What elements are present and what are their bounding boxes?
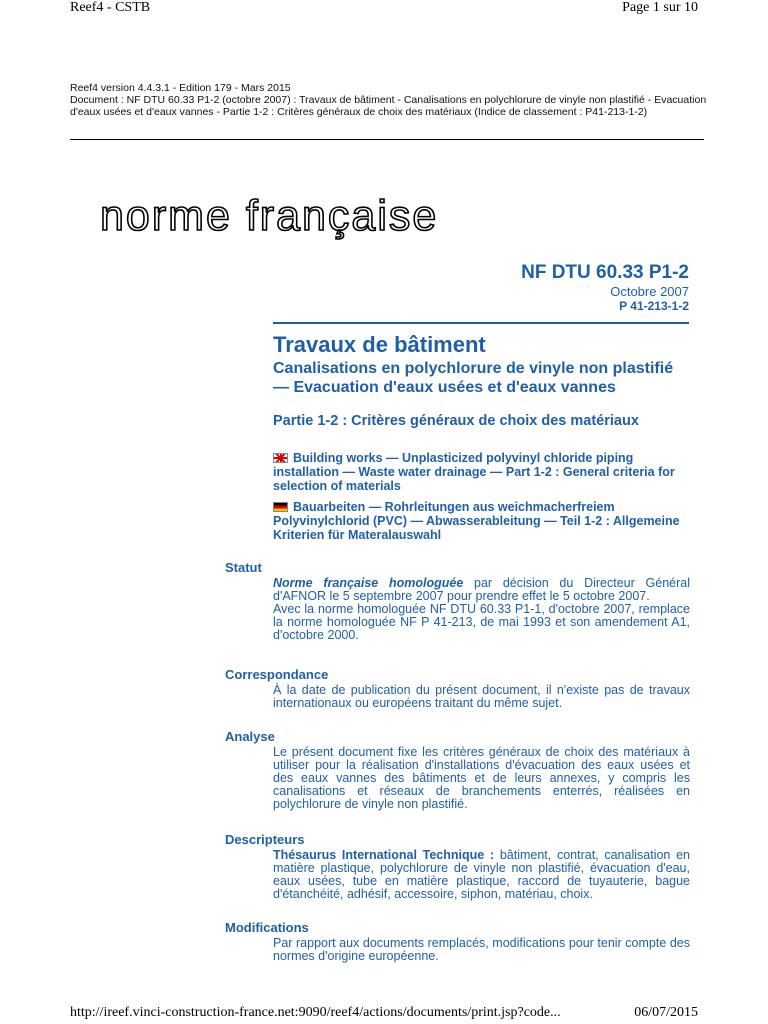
german-flag-icon (273, 502, 288, 512)
print-header-page: Page 1 sur 10 (622, 0, 698, 15)
statut-text-2: Avec la norme homologuée NF DTU 60.33 P1-1, d'octobre 2007, remplace la norme homologuée NF P 41-213, de mai 1993 et son amendement A1, d'octobre 2000. (273, 602, 690, 642)
meta-document: Document : NF DTU 60.33 P1-2 (octobre 2007) : Travaux de bâtiment - Canalisations en polychlorure de vinyle non plastifié - Evacuation d'eaux usées et d'eaux vannes - Partie 1-2 : Critères généraux de choix des matériaux (Indice de classement : P41-213-1-2) (70, 94, 707, 118)
document-meta (70, 82, 710, 118)
main-title: Travaux de bâtiment (273, 332, 486, 357)
statut-text-1: par décision du Directeur Général d'AFNOR le 5 septembre 2007 pour prendre effet le 5 octobre 2007. (273, 576, 690, 603)
analyse-text: Le présent document fixe les critères généraux de choix des matériaux à utiliser pour la réalisation d'installations d'évacuation des eaux usées et des eaux vannes des bâtiments et de leurs annexes, y compris les canalisations et réseaux de branchements enterrés, réalisées en polychlorure de vinyle non plastifié. (273, 745, 690, 811)
modifications-text: Par rapport aux documents remplacés, modifications pour tenir compte des normes d'origine européenne. (273, 936, 690, 963)
statut-emphasis: Norme française homologuée (273, 576, 464, 590)
correspondance-label: Correspondance (225, 667, 329, 682)
descripteurs-body (273, 849, 690, 901)
modifications-label: Modifications (225, 920, 309, 935)
uk-flag-icon (273, 453, 288, 463)
correspondance-text: À la date de publication du présent document, il n'existe pas de travaux internationaux ou européens traitant du même sujet. (273, 683, 690, 710)
statut-body (273, 577, 690, 642)
statut-label: Statut (225, 560, 262, 575)
analyse-label: Analyse (225, 729, 275, 744)
title-divider (273, 322, 689, 324)
english-title (273, 451, 693, 493)
german-title-text: Bauarbeiten — Rohrleitungen aus weichmacherfreiem Polyvinylchlorid (PVC) — Abwasserableitung — Teil 1-2 : Allgemeine Kriterien für Materalauswahl (273, 500, 680, 542)
norme-francaise-banner: norme française (100, 192, 439, 240)
subtitle: Canalisations en polychlorure de vinyle non plastifié — Evacuation d'eaux usées et d'eaux vannes (273, 360, 674, 396)
part-title: Partie 1-2 : Critères généraux de choix des matériaux (273, 413, 639, 429)
descripteurs-label: Descripteurs (225, 832, 305, 847)
german-title (273, 500, 693, 542)
standard-date: Octobre 2007 (610, 284, 689, 299)
print-footer-date: 06/07/2015 (634, 1005, 698, 1020)
descripteurs-text: bâtiment, contrat, canalisation en matière plastique, polychlorure de vinyle non plastifié, évacuation d'eau, eaux usées, tube en matière plastique, raccord de tuyauterie, bague d'étanchéité, adhésif, accessoire, siphon, matériau, choix. (273, 848, 690, 901)
meta-divider (70, 139, 704, 140)
descripteurs-thesaurus: Thésaurus International Technique : (273, 848, 495, 862)
print-footer-url[interactable]: http://ireef.vinci-construction-france.net:9090/reef4/actions/documents/print.jsp?code... (70, 1005, 561, 1020)
standard-index: P 41-213-1-2 (619, 299, 689, 313)
meta-version: Reef4 version 4.4.3.1 - Edition 179 - Mars 2015 (70, 82, 291, 94)
english-title-text: Building works — Unplasticized polyvinyl chloride piping installation — Waste water drainage — Part 1-2 : General criteria for selection of materials (273, 451, 675, 493)
standard-code: NF DTU 60.33 P1-2 (521, 262, 689, 283)
print-header-title: Reef4 - CSTB (70, 0, 151, 15)
